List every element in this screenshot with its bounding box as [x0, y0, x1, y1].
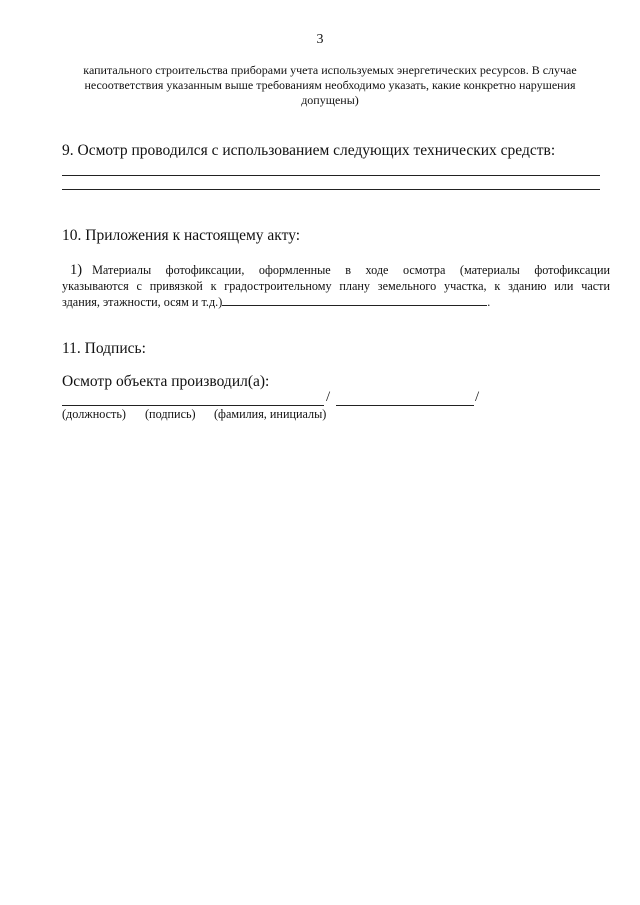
section-9-blank-line-1 [62, 175, 600, 176]
page-number: 3 [316, 32, 324, 47]
signature-line-position [62, 405, 324, 406]
inspector-label: Осмотр объекта производил(а): [62, 373, 270, 390]
caption-name: (фамилия, инициалы) [214, 407, 327, 421]
intro-paragraph [60, 63, 600, 108]
attachment-line-2: указываются с привязкой к градостроительному плану земельного участка, к зданию или части [62, 279, 610, 293]
attachment-line-3-text: здания, этажности, осям и т.д.) [62, 295, 223, 309]
section-10-heading: 10. Приложения к настоящему акту: [62, 227, 301, 244]
section-9-heading: 9. Осмотр проводился с использованием следующих технических средств: [62, 142, 556, 159]
attachment-item-number: 1) [70, 262, 83, 278]
caption-position: (должность) [62, 407, 126, 421]
section-9-blank-line-2 [62, 189, 600, 190]
attachment-line-1 [62, 262, 610, 278]
signature-slash-1: / [326, 389, 331, 405]
caption-signature: (подпись) [145, 407, 196, 421]
attachment-line-1-text: Материалы фотофиксации, оформленные в ходе осмотра (материалы фотофиксации [92, 263, 610, 277]
signature-slash-2: / [475, 389, 480, 405]
attachment-fill-line [222, 294, 487, 306]
section-11-heading: 11. Подпись: [62, 340, 146, 357]
attachment-line-3-end: . [487, 295, 491, 309]
signature-line-name [336, 405, 474, 406]
intro-line-1: капитального строительства приборами учета используемых энергетических ресурсов. В случае [83, 63, 577, 77]
intro-line-3: допущены) [301, 93, 359, 107]
attachment-item-1 [62, 262, 610, 310]
attachment-line-3 [62, 294, 610, 310]
intro-line-2: несоответствия указанным выше требованиям необходимо указать, какие конкретно нарушения [84, 78, 576, 92]
